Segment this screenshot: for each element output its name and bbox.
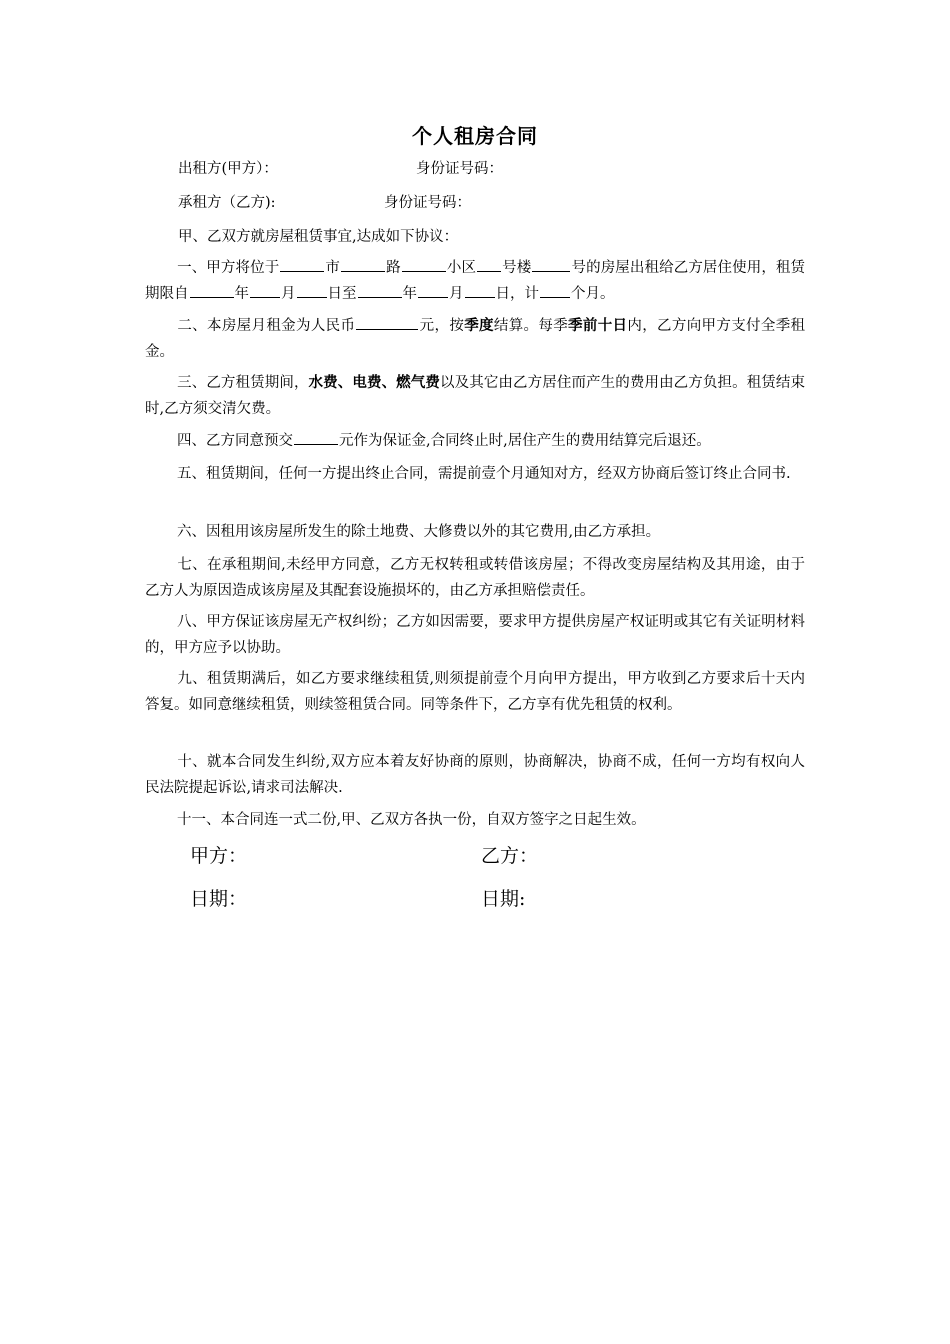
clause-text: 六、因租用该房屋所发生的除土地费、大修费以外的其它费用,由乙方承担。 bbox=[177, 524, 661, 540]
clause-text: 以及其它由乙方居住而产生的费用由乙方负担。租赁结束时,乙方须交清欠费。 bbox=[145, 375, 806, 417]
clause-1 bbox=[145, 255, 805, 307]
clause-text: 月 bbox=[449, 286, 464, 302]
bold-term: 水费、电费、燃气费 bbox=[308, 375, 440, 391]
party-b-signature-label: 乙方： bbox=[481, 845, 539, 867]
fill-blank bbox=[402, 256, 446, 272]
clause-text: 年 bbox=[234, 286, 249, 302]
fill-blank bbox=[297, 282, 327, 298]
clause-9 bbox=[145, 666, 805, 718]
fill-blank bbox=[358, 282, 402, 298]
clause-text: 九、租赁期满后，如乙方要求继续租赁,则须提前壹个月向甲方提出，甲方收到乙方要求后十天内答复。如同意继续租赁，则续签租赁合同。同等条件下，乙方享有优先租赁的权利。 bbox=[145, 671, 805, 713]
fill-blank bbox=[532, 256, 570, 272]
clause-text: 元作为保证金,合同终止时,居住产生的费用结算完后退还。 bbox=[339, 433, 711, 449]
party-a-date-label: 日期： bbox=[190, 888, 248, 910]
fill-blank bbox=[465, 282, 495, 298]
clause-text: 二、本房屋月租金为人民币 bbox=[177, 318, 356, 334]
clause-text: 三、乙方租赁期间， bbox=[177, 375, 309, 391]
clause-3 bbox=[145, 370, 805, 422]
lessor-label: 出租方(甲方）： bbox=[178, 161, 278, 177]
clause-text: 个月。 bbox=[571, 286, 615, 302]
clause-7 bbox=[145, 552, 805, 604]
clause-text: 元，按 bbox=[419, 318, 465, 334]
clause-text: 年 bbox=[402, 286, 417, 302]
clause-8 bbox=[145, 609, 805, 661]
fill-blank bbox=[418, 282, 448, 298]
clause-text: 日至 bbox=[327, 286, 357, 302]
lessor-id-label: 身份证号码： bbox=[416, 161, 503, 177]
bold-term: 季度 bbox=[464, 318, 494, 334]
clause-10 bbox=[145, 749, 805, 801]
fill-blank bbox=[190, 282, 234, 298]
fill-blank bbox=[341, 256, 385, 272]
clause-text: 五、租赁期间，任何一方提出终止合同，需提前壹个月通知对方，经双方协商后签订终止合同书. bbox=[177, 466, 791, 482]
clause-5 bbox=[145, 461, 805, 487]
clause-text: 小区 bbox=[446, 260, 477, 276]
clause-2 bbox=[145, 313, 805, 365]
fill-blank bbox=[540, 282, 570, 298]
clause-text: 七、在承租期间,未经甲方同意，乙方无权转租或转借该房屋；不得改变房屋结构及其用途，由于乙方人为原因造成该房屋及其配套设施损坏的，由乙方承担赔偿责任。 bbox=[145, 557, 805, 599]
party-b-date-label: 日期: bbox=[481, 888, 526, 910]
clause-6 bbox=[145, 519, 805, 545]
agreement-intro: 甲、乙双方就房屋租赁事宜,达成如下协议： bbox=[178, 229, 459, 245]
clause-11 bbox=[145, 807, 805, 833]
clause-text: 十一、本合同连一式二份,甲、乙双方各执一份，自双方签字之日起生效。 bbox=[177, 812, 646, 828]
clause-text: 日，计 bbox=[495, 286, 539, 302]
fill-blank bbox=[250, 282, 280, 298]
clause-text: 号的房屋出租给乙方居住使用，租赁期限自 bbox=[145, 260, 806, 302]
clause-text: 内，乙方向甲方支付全季租金。 bbox=[145, 318, 806, 360]
clause-text: 号楼 bbox=[502, 260, 532, 276]
fill-blank bbox=[356, 314, 418, 330]
clause-text: 月 bbox=[281, 286, 296, 302]
clause-4 bbox=[145, 428, 805, 454]
clause-text: 十、就本合同发生纠纷,双方应本着友好协商的原则，协商解决，协商不成，任何一方均有权向人民法院提起诉讼,请求司法解决. bbox=[145, 754, 805, 796]
fill-blank bbox=[280, 256, 324, 272]
clause-text: 一、甲方将位于 bbox=[177, 260, 280, 276]
clause-text: 市 bbox=[325, 260, 341, 276]
fill-blank bbox=[477, 256, 501, 272]
clause-text: 八、甲方保证该房屋无产权纠纷；乙方如因需要，要求甲方提供房屋产权证明或其它有关证明材料的，甲方应予以协助。 bbox=[145, 614, 805, 656]
bold-term: 季前十日 bbox=[568, 318, 628, 334]
clause-text: 结算。每季 bbox=[493, 318, 569, 334]
lessee-label: 承租方（乙方): bbox=[178, 195, 276, 211]
lessee-id-label: 身份证号码： bbox=[384, 195, 471, 211]
clause-text: 路 bbox=[386, 260, 401, 276]
party-a-signature-label: 甲方： bbox=[190, 845, 248, 867]
document-title: 个人租房合同 bbox=[412, 124, 538, 148]
clause-text: 四、乙方同意预交 bbox=[177, 433, 293, 449]
fill-blank bbox=[294, 429, 338, 445]
